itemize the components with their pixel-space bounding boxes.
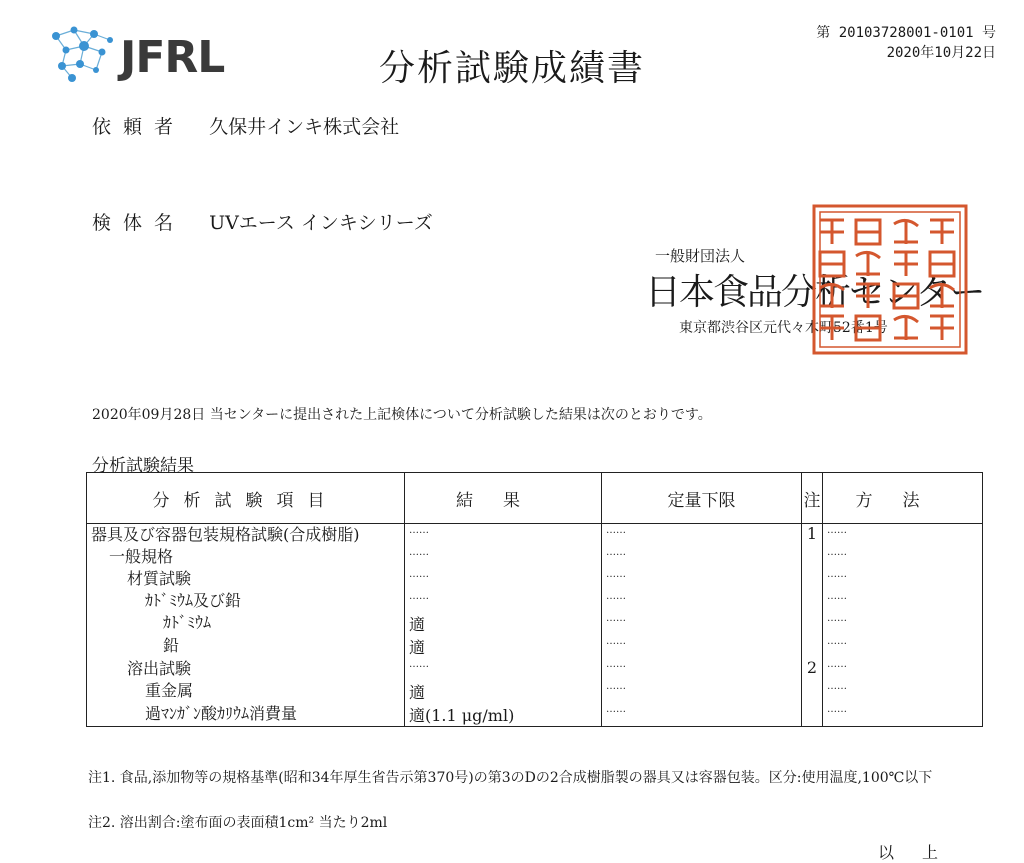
header-item: 分析試験項目 bbox=[87, 473, 405, 524]
results-table bbox=[86, 472, 983, 727]
cell-limit: …… bbox=[602, 612, 802, 635]
cell-note: 1 bbox=[802, 524, 823, 547]
table-row bbox=[87, 546, 983, 568]
cell-limit: …… bbox=[602, 524, 802, 547]
seal-glyph bbox=[820, 316, 844, 340]
seal-glyph bbox=[930, 316, 954, 340]
cell-result: 適(1.1 μg/ml) bbox=[405, 703, 602, 727]
cell-limit: …… bbox=[602, 703, 802, 727]
note-2: 注2. 溶出割合:塗布面の表面積1cm² 当たり2ml bbox=[88, 815, 388, 831]
cell-method: …… bbox=[823, 703, 983, 727]
header-result: 結果 bbox=[405, 473, 602, 524]
cell-item: ｶﾄﾞﾐｳﾑ及び鉛 bbox=[87, 590, 405, 612]
cell-limit: …… bbox=[602, 568, 802, 590]
table-row bbox=[87, 524, 983, 547]
cell-note bbox=[802, 612, 823, 635]
table-row bbox=[87, 612, 983, 635]
cell-result: 適 bbox=[405, 680, 602, 703]
cell-note bbox=[802, 635, 823, 658]
client-label: 依頼者 bbox=[92, 116, 186, 138]
table-row bbox=[87, 658, 983, 680]
table-row bbox=[87, 568, 983, 590]
cell-note bbox=[802, 590, 823, 612]
cell-note bbox=[802, 680, 823, 703]
cell-limit: …… bbox=[602, 658, 802, 680]
client-row bbox=[92, 112, 399, 139]
cell-limit: …… bbox=[602, 546, 802, 568]
cell-limit: …… bbox=[602, 680, 802, 703]
seal-glyph bbox=[930, 220, 954, 244]
seal-glyph bbox=[894, 316, 918, 340]
cell-method: …… bbox=[823, 590, 983, 612]
page-title: 分析試験成績書 bbox=[378, 48, 645, 89]
seal-glyph bbox=[820, 220, 844, 244]
cell-method: …… bbox=[823, 680, 983, 703]
intro-text: 2020年09月28日 当センターに提出された上記検体について分析試験した結果は次のとおりです。 bbox=[92, 407, 712, 423]
note-1: 注1. 食品,添加物等の規格基準(昭和34年厚生省告示第370号)の第3のDの2合成樹脂製の器具又は容器包装。区分:使用温度,100℃以下 bbox=[88, 770, 933, 786]
table-row bbox=[87, 680, 983, 703]
cell-result: 適 bbox=[405, 612, 602, 635]
seal-glyph bbox=[930, 284, 954, 308]
cell-method: …… bbox=[823, 546, 983, 568]
logo-text: JFRL bbox=[120, 32, 225, 83]
cell-method: …… bbox=[823, 612, 983, 635]
seal-glyph bbox=[856, 220, 880, 244]
header-method: 方法 bbox=[823, 473, 983, 524]
closing-mark: 以上 bbox=[878, 843, 967, 862]
sample-name: UVエース インキシリーズ bbox=[209, 212, 433, 234]
cell-note bbox=[802, 568, 823, 590]
seal-glyph bbox=[820, 284, 844, 308]
cell-item: 重金属 bbox=[87, 680, 405, 703]
seal-glyph bbox=[856, 284, 880, 308]
cell-item: 器具及び容器包装規格試験(合成樹脂) bbox=[87, 524, 405, 547]
cell-result: …… bbox=[405, 658, 602, 680]
seal-glyph bbox=[856, 252, 880, 276]
header-note: 注 bbox=[802, 473, 823, 524]
table-row bbox=[87, 703, 983, 727]
cell-item: 一般規格 bbox=[87, 546, 405, 568]
issuer-type: 一般財団法人 bbox=[655, 247, 746, 265]
cell-limit: …… bbox=[602, 590, 802, 612]
document-number: 第 20103728001-0101 号 bbox=[816, 25, 996, 41]
cell-item: 鉛 bbox=[87, 635, 405, 658]
cell-item: 材質試験 bbox=[87, 568, 405, 590]
cell-result: …… bbox=[405, 546, 602, 568]
table-row bbox=[87, 590, 983, 612]
issuer-address: 東京都渋谷区元代々木町52番1号 bbox=[679, 320, 888, 336]
cell-result: …… bbox=[405, 590, 602, 612]
cell-item: ｶﾄﾞﾐｳﾑ bbox=[87, 612, 405, 635]
results-table-wrap bbox=[86, 472, 983, 727]
seal-glyph bbox=[894, 220, 918, 244]
cell-method: …… bbox=[823, 568, 983, 590]
cell-note bbox=[802, 546, 823, 568]
cell-item: 溶出試験 bbox=[87, 658, 405, 680]
client-name: 久保井インキ株式会社 bbox=[209, 116, 400, 138]
header-limit: 定量下限 bbox=[602, 473, 802, 524]
cell-result: …… bbox=[405, 524, 602, 547]
table-header-row bbox=[87, 473, 983, 524]
cell-note bbox=[802, 703, 823, 727]
issuer-name: 日本食品分析センター bbox=[645, 272, 984, 313]
official-seal-stamp bbox=[810, 202, 970, 357]
seal-glyph bbox=[930, 252, 954, 276]
cell-result: …… bbox=[405, 568, 602, 590]
cell-method: …… bbox=[823, 524, 983, 547]
table-row bbox=[87, 635, 983, 658]
seal-glyph bbox=[820, 252, 844, 276]
document-date: 2020年10月22日 bbox=[886, 45, 996, 61]
cell-limit: …… bbox=[602, 635, 802, 658]
seal-glyph bbox=[856, 316, 880, 340]
seal-glyph bbox=[894, 284, 918, 308]
cell-method: …… bbox=[823, 658, 983, 680]
sample-row bbox=[92, 208, 433, 235]
results-section-title: 分析試験結果 bbox=[92, 456, 194, 476]
cell-method: …… bbox=[823, 635, 983, 658]
cell-note: 2 bbox=[802, 658, 823, 680]
seal-glyph bbox=[894, 252, 918, 276]
cell-result: 適 bbox=[405, 635, 602, 658]
sample-label: 検体名 bbox=[92, 212, 186, 234]
cell-item: 過ﾏﾝｶﾞﾝ酸ｶﾘｳﾑ消費量 bbox=[87, 703, 405, 727]
